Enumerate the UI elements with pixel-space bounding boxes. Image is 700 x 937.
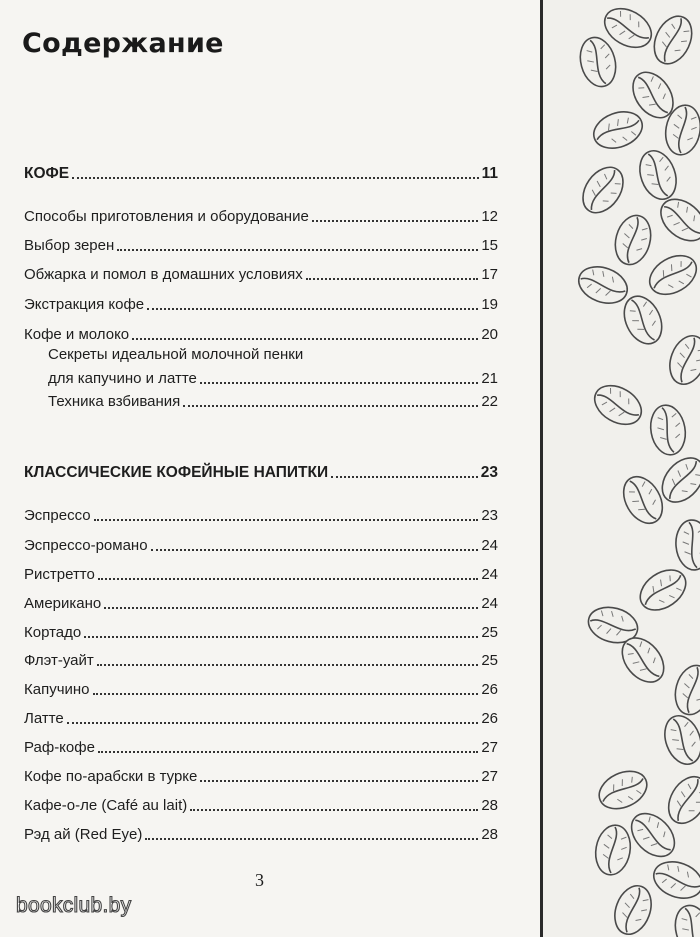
dot-leader xyxy=(98,751,478,753)
toc-page-number: 21 xyxy=(481,370,498,387)
toc-entry-title: Флэт-уайт xyxy=(24,652,94,669)
toc-subentry-title: Техника взбивания xyxy=(48,393,181,410)
toc-entry xyxy=(24,706,498,728)
dot-leader xyxy=(331,476,478,478)
toc-entry-title: Капучино xyxy=(24,681,90,698)
toc-entry xyxy=(24,620,498,642)
toc-entry xyxy=(24,233,498,255)
toc-page-number: 24 xyxy=(481,595,498,612)
toc-entry xyxy=(24,562,498,584)
toc-section-coffee xyxy=(24,161,498,183)
toc-entry-title: Кортадо xyxy=(24,624,82,641)
toc-page-number: 24 xyxy=(481,566,498,583)
toc-entry-title: Экстракция кофе xyxy=(24,296,145,313)
dot-leader xyxy=(151,549,479,551)
toc-page-number: 27 xyxy=(481,768,498,785)
dot-leader xyxy=(147,308,478,310)
toc-subentry-title-line2: для капучино и латте xyxy=(48,370,197,387)
toc-page-number: 12 xyxy=(481,208,498,225)
toc-entry xyxy=(24,648,498,670)
dot-leader xyxy=(200,382,478,384)
toc-entry xyxy=(24,322,498,344)
toc-subentry xyxy=(48,366,498,388)
dot-leader xyxy=(117,249,478,251)
toc-entry-title: Эспрессо-романо xyxy=(24,537,148,554)
page-number: 3 xyxy=(255,870,264,890)
toc-entry xyxy=(24,292,498,314)
toc-entry xyxy=(24,764,498,786)
dot-leader xyxy=(145,838,478,840)
dot-leader xyxy=(93,693,479,695)
toc-page-number: 15 xyxy=(481,237,498,254)
toc-page-number: 26 xyxy=(481,710,498,727)
bean-cluster-top xyxy=(574,1,700,350)
dot-leader xyxy=(312,220,479,222)
watermark: bookclub.by xyxy=(16,894,132,917)
dot-leader xyxy=(104,607,478,609)
toc-section-classic-drinks xyxy=(24,460,498,482)
toc-entry-title: Американо xyxy=(24,595,102,612)
toc-entry-title: Ристретто xyxy=(24,566,95,583)
dot-leader xyxy=(72,177,479,179)
toc-entry xyxy=(24,822,498,844)
dot-leader xyxy=(306,278,479,280)
dot-leader xyxy=(67,722,479,724)
toc-page-number: 28 xyxy=(481,826,498,843)
toc-page-number: 23 xyxy=(480,464,498,481)
dot-leader xyxy=(84,636,478,638)
toc-entry-title: Раф-кофе xyxy=(24,739,95,756)
toc-page-number: 26 xyxy=(481,681,498,698)
dot-leader xyxy=(183,405,478,407)
toc-subentry xyxy=(48,389,498,411)
page-title: Содержание xyxy=(22,28,224,59)
toc-page-number: 19 xyxy=(481,296,498,313)
toc-page-number: 20 xyxy=(481,326,498,343)
toc-subentry-title-line1: Секреты идеальной молочной пенки xyxy=(48,346,304,363)
toc-entry xyxy=(24,204,498,226)
toc-entry-title: Обжарка и помол в домашних условиях xyxy=(24,266,303,283)
toc-entry xyxy=(24,677,498,699)
coffee-bean-illustration xyxy=(543,0,700,937)
toc-entry xyxy=(24,735,498,757)
toc-entry xyxy=(24,591,498,613)
toc-page-number: 27 xyxy=(481,739,498,756)
toc-entry-title: Выбор зерен xyxy=(24,237,115,254)
dot-leader xyxy=(190,809,478,811)
toc-page-number: 28 xyxy=(481,797,498,814)
toc-entry xyxy=(24,793,498,815)
toc-page-number: 25 xyxy=(481,624,498,641)
toc-entry-title: Кофе и молоко xyxy=(24,326,130,343)
toc-entry-title: Кафе-о-ле (Café au lait) xyxy=(24,797,188,814)
toc-entry-title: Кофе по-арабски в турке xyxy=(24,768,198,785)
bean-cluster-bottom xyxy=(592,711,700,937)
toc-section-title: КЛАССИЧЕСКИЕ КОФЕЙНЫЕ НАПИТКИ xyxy=(24,464,329,481)
toc-entry xyxy=(24,262,498,284)
dot-leader xyxy=(132,338,478,340)
toc-entry-title: Способы приготовления и оборудование xyxy=(24,208,309,225)
toc-page-number: 17 xyxy=(481,266,498,283)
toc-entry-title: Латте xyxy=(24,710,64,727)
bean-cluster-middle xyxy=(584,331,700,719)
dot-leader xyxy=(98,578,478,580)
toc-page-number: 25 xyxy=(481,652,498,669)
dot-leader xyxy=(97,664,479,666)
toc-page-number: 24 xyxy=(481,537,498,554)
toc-section-title: КОФЕ xyxy=(24,165,70,182)
toc-page-number: 11 xyxy=(481,165,498,182)
toc-entry-title: Рэд ай (Red Eye) xyxy=(24,826,143,843)
dot-leader xyxy=(94,519,479,521)
toc-entry-title: Эспрессо xyxy=(24,507,91,524)
dot-leader xyxy=(200,780,478,782)
coffee-bean-drawing xyxy=(543,0,700,937)
toc-page-number: 22 xyxy=(481,393,498,410)
toc-entry xyxy=(24,533,498,555)
toc-entry xyxy=(24,503,498,525)
toc-page-number: 23 xyxy=(481,507,498,524)
